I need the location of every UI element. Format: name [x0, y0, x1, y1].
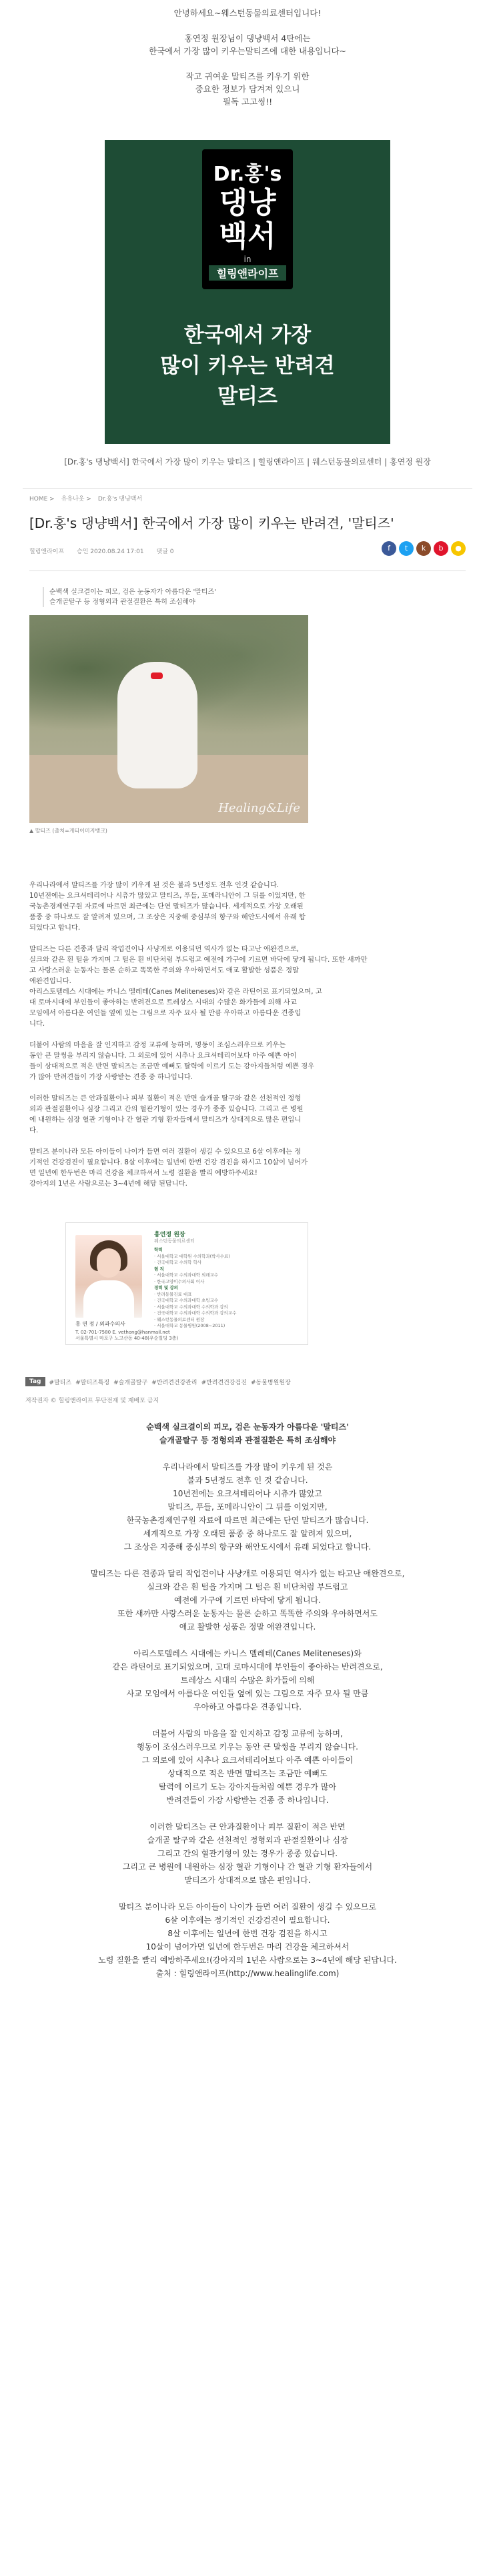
outro-line: 탈력에 이르기 도는 강아지들처럼 예쁜 경우가 많아 — [158, 1782, 337, 1792]
body-line: 되었다고 합니다. — [29, 924, 81, 932]
article-title: [Dr.홍's 댕냥백서] 한국에서 가장 많이 키우는 반려견, '말티즈' — [29, 515, 394, 531]
banner-title-line2: 많이 키우는 반려견 — [160, 354, 335, 378]
outro-line — [0, 1714, 495, 1727]
maltese-dog — [117, 662, 197, 788]
tag-link[interactable]: #반려견건강검진 — [201, 1379, 247, 1386]
outro-line: 반려견들이 가장 사랑받는 견종 중 하나입니다. — [166, 1796, 329, 1805]
banner-title-line3: 말티즈 — [217, 385, 278, 409]
profile-details — [154, 1247, 301, 1330]
profile-item: · 서울대학교 수의과대학 외래교수 — [154, 1272, 219, 1278]
divider — [23, 488, 472, 489]
profile-footer-contact — [75, 1330, 178, 1342]
kakaostory-share-icon[interactable]: k — [416, 541, 431, 556]
portrait-face — [97, 1248, 121, 1278]
body-paragraph — [29, 880, 466, 933]
body-line: 에 내원하는 심장 혈관 기형이나 간 혈관 기형 환자들에서 말티즈가 상대적으로 많은 편입니 — [29, 1116, 302, 1124]
outro-line: 같은 라틴어로 표기되었으며, 고대 로마시대에 부인들이 좋아하는 반려견으로, — [112, 1662, 383, 1672]
tag-link[interactable]: #반려견건강관리 — [151, 1379, 197, 1386]
tag-link[interactable]: #동물병원원장 — [250, 1379, 291, 1386]
publish-date: 승인 2020.08.24 17:01 — [77, 549, 144, 555]
article-meta — [29, 544, 466, 567]
outro-line: 말티즈 분이나라 모든 아이들이 나이가 들면 여러 질환이 생길 수 있으므로 — [119, 1902, 376, 1912]
profile-item: · 서울대학교 대학원 수의학과(박사수료) — [154, 1253, 230, 1259]
body-line: 국농촌경제연구원 자료에 따르면 최근에는 단연 말티즈가 많습니다. 세계적으로 가장 오래된 — [29, 902, 304, 910]
profile-item: · 한국고양이수의사회 이사 — [154, 1278, 205, 1284]
profile-name: 홍연정 원장 — [154, 1232, 185, 1238]
intro-line — [0, 19, 495, 32]
logo-line1: Dr.홍's — [213, 163, 282, 186]
profile-item: · 건국대학교 수의과대학 수의학과 강의교수 — [154, 1310, 237, 1316]
body-line: 외과 관절질환이나 심장 그리고 간의 혈관기형이 있는 경우가 종종 있습니다. 그리고 큰 병원 — [29, 1105, 304, 1113]
body-paragraph — [29, 1146, 466, 1189]
outro-line: 슬개골 탈구와 같은 선천적인 정형외과 관절질환이나 심장 — [147, 1836, 348, 1845]
body-line: 품종 중 하나로도 잘 알려져 있으며, 그 조상은 지중해 중심부의 항구와 해안도시에서 유래 합 — [29, 913, 306, 921]
logo-line3: 백서 — [219, 219, 276, 253]
tag-link[interactable]: #슬개골탈구 — [113, 1379, 148, 1386]
body-paragraph — [29, 1093, 466, 1136]
outro-line: 순백색 실크결이의 피모, 검은 눈동자가 아름다운 '말티즈' — [146, 1422, 349, 1432]
breadcrumb-item[interactable]: Dr.홍's 댕냥백서 — [97, 496, 143, 503]
outro-line: 노령 질환을 빨리 예방하주세요!(강아지의 1년은 사람으로는 3~4년에 해당 된답니다. — [98, 1955, 397, 1965]
intro-line: 작고 귀여운 말티즈를 키우기 위한 — [185, 71, 310, 81]
body-line: 강아지의 1년은 사람으로는 3~4년에 해당 된답니다. — [29, 1180, 187, 1188]
outro-line: 사교 모임에서 아름다운 여인들 옆에 있는 그림으로 자주 묘사 될 만큼 — [126, 1689, 369, 1698]
tag-list — [25, 1377, 495, 1386]
author-profile-card — [65, 1222, 308, 1345]
outro-line: 이러한 말티즈는 큰 안과질환이나 피부 질환이 적은 반면 — [149, 1822, 346, 1832]
portrait-coat — [83, 1280, 134, 1318]
outro-line: 출처 : 힐링앤라이프(http://www.healinglife.com) — [155, 1969, 340, 1978]
body-line: 더불어 사람의 마음을 잘 인지하고 감정 교류에 능하며, 명동이 조심스러우므로 키우는 — [29, 1041, 286, 1049]
body-line: 니다. — [29, 1020, 45, 1028]
body-line: 우리나라에서 말티즈를 가장 많이 키우게 된 것은 불과 5년정도 전후 인것 같습니다. — [29, 881, 280, 889]
outro-line: 애교 활발한 성품은 정말 애완견입니다. — [179, 1622, 316, 1632]
outro-line — [0, 1887, 495, 1900]
article-summary — [43, 587, 495, 607]
body-line: 10년전에는 요크셔테리어나 시츄가 많았고 말티즈, 푸들, 포메라니안이 그 뒤를 이었지만, 한 — [29, 892, 306, 900]
outro-line: 행동이 조심스러우므로 키우는 동안 큰 말썽을 부리지 않습니다. — [137, 1742, 358, 1752]
body-line: 기적인 건강검진이 필요합니다. 8살 이후에는 일년에 한번 건강 검진을 하시고 10살이 넘어가 — [29, 1158, 308, 1166]
tag-link[interactable]: #말티즈 — [49, 1379, 72, 1386]
outro-line: 슬개골탈구 등 정형외과 관절질환은 특히 조심해야 — [159, 1436, 336, 1445]
body-line: 면 일년에 한두번은 마리 건강을 체크하셔서 노령 질환을 빨리 예방하주세요! — [29, 1169, 258, 1177]
intro-line — [0, 57, 495, 70]
outro-line: 예전에 가구에 기르면 바닥에 닿게 됩니다. — [174, 1596, 321, 1605]
outro-line: 상대적으로 적은 반면 말티즈는 조금만 예뻐도 — [167, 1769, 328, 1778]
body-line: 대 로마시대에 부인들이 좋아하는 반려견으로 트레상스 시대의 수많은 화가들에 의해 사교 — [29, 998, 297, 1006]
outro-line: 한국농촌경제연구원 자료에 따르면 최근에는 단연 말티즈가 많습니다. — [126, 1516, 369, 1525]
profile-section-heading: 현 직 — [154, 1266, 164, 1272]
body-line: 실크와 같은 흰 털을 가지며 그 털은 흰 비단처럼 부드럽고 예전에 가구에 기르면 바닥에 닿게 됩니다. 또한 새까만 — [29, 956, 368, 964]
summary-line: 순백색 실크결이는 피모, 검은 눈동자가 아름다운 '말티즈' — [49, 589, 216, 596]
logo-brand: 힐링앤라이프 — [209, 265, 286, 281]
profile-address: 서울특별시 마포구 노고산동 40-48(우순빌딩 3층) — [75, 1336, 179, 1341]
banner-image — [105, 140, 390, 444]
intro-block — [0, 0, 495, 108]
photo-watermark: Healing&Life — [218, 801, 300, 815]
body-line: 들이 상대적으로 적은 반면 말티즈는 조금만 예뻐도 탈력에 이르기 도는 강아지들처럼 예쁜 경우 — [29, 1062, 315, 1070]
tag-label: Tag — [25, 1377, 45, 1386]
outro-line: 아리스토텔레스 시대에는 카니스 멜레테(Canes Meliteneses)와 — [133, 1649, 362, 1658]
profile-item: · 건국대학교 수의학 학사 — [154, 1260, 202, 1265]
outro-line: 더불어 사람의 마음을 잘 인지하고 감정 교류에 능하며, — [152, 1729, 343, 1738]
body-line: 말티즈는 다른 견종과 달리 작업견이나 사냥개로 이용되던 역사가 없는 타고난 애완견으로, — [29, 945, 300, 953]
body-line: 말티즈 분이나라 모든 아이들이 나이가 들면 여러 질환이 생길 수 있으므로 6살 이후에는 정 — [29, 1148, 302, 1156]
photo-caption: ▲ 말티즈 (출처=게티이미지뱅크) — [29, 828, 107, 834]
kakaotalk-share-icon[interactable]: ● — [451, 541, 466, 556]
share-buttons — [382, 541, 466, 556]
outro-line — [0, 1807, 495, 1820]
banner-title — [105, 320, 390, 412]
body-line: 동안 큰 말썽을 부리지 않습니다. 그 외로에 있어 시추나 요크셔테리어보다 아주 예쁜 아이 — [29, 1052, 297, 1060]
outro-line: 실크와 같은 흰 털을 가지며 그 털은 흰 비단처럼 부드럽고 — [147, 1582, 348, 1592]
outro-line: 세계적으로 가장 오래된 품종 중 하나로도 잘 알려져 있으며, — [143, 1529, 352, 1538]
intro-line: 중요한 정보가 담겨져 있으니 — [195, 84, 300, 94]
outro-line: 또한 새까만 사랑스러운 눈동자는 물론 순하고 똑똑한 주의와 우아하면서도 — [117, 1609, 378, 1618]
profile-section-heading: 경력 및 강의 — [154, 1285, 178, 1290]
profile-contact: T. 02-701-7580 E. vethong@hanmail.net — [75, 1330, 170, 1335]
summary-line: 슬개골탈구 등 정형외과 관절질환은 특히 조심해야 — [49, 599, 195, 606]
profile-item: · 서울대학교 동물병원(2008~2011) — [154, 1323, 225, 1328]
body-line: 다. — [29, 1126, 39, 1134]
breadcrumb-item[interactable]: HOME > — [29, 496, 55, 503]
logo-in: in — [243, 255, 252, 264]
maltese-photo — [29, 615, 308, 823]
comment-count[interactable]: 댓글 0 — [156, 549, 174, 555]
profile-footer-name: 홍 연 정 / 외과수의사 — [75, 1321, 125, 1327]
breadcrumb — [29, 494, 466, 503]
twitter-share-icon[interactable]: t — [399, 541, 414, 556]
tag-link[interactable]: #말티즈특징 — [75, 1379, 110, 1386]
logo-line2: 댕냥 — [219, 186, 276, 220]
outro-line: 우리나라에서 말티즈를 가장 많이 키우게 된 것은 — [162, 1462, 333, 1472]
profile-item: · 반려동물진료 대표 — [154, 1291, 192, 1297]
intro-line: 필독 고고씽!! — [222, 97, 273, 107]
outro-line: 10년전에는 요크셔테리어나 시츄가 많았고 — [173, 1489, 322, 1498]
outro-line: 말티즈가 상대적으로 많은 편입니다. — [184, 1876, 311, 1885]
copyright-notice: 저작권자 © 힐링앤라이프 무단전재 및 재배포 금지 — [25, 1398, 159, 1404]
outro-block — [0, 1420, 495, 1980]
breadcrumb-item[interactable]: 유유나웃 > — [61, 496, 91, 503]
facebook-share-icon[interactable]: f — [382, 541, 396, 556]
outro-line: 그 외로에 있어 시추나 요크셔테리어보다 아주 예쁜 아이들이 — [141, 1756, 354, 1765]
band-share-icon[interactable]: b — [434, 541, 448, 556]
outro-line: 말티즈, 푸들, 포메라니안이 그 뒤를 이었지만, — [167, 1502, 328, 1512]
banner-top — [105, 140, 390, 317]
body-line: 고 사랑스러운 눈동자는 물론 순하고 똑똑한 주의와 우아하면서도 애교 활발한 성품은 정말 — [29, 966, 300, 974]
profile-item: · 건국대학교 수의과대학 초빙교수 — [154, 1298, 219, 1303]
author-portrait — [75, 1235, 142, 1318]
outro-line: 말티즈는 다른 견종과 달리 작업견이나 사냥개로 이용되던 역사가 없는 타고난 애완견으로, — [90, 1569, 405, 1578]
outro-line — [0, 1634, 495, 1647]
outro-line: 8살 이후에는 일년에 한번 건강 검진을 하시고 — [167, 1929, 328, 1938]
profile-org: 웨스턴동물의료센터 — [154, 1238, 195, 1244]
red-bow — [151, 672, 163, 679]
body-line: 가 많아 반려견들이 가장 사랑받는 견종 중 하나입니다. — [29, 1073, 193, 1081]
outro-line: 우아하고 아름다운 견종입니다. — [193, 1702, 302, 1712]
profile-section-heading: 학력 — [154, 1247, 163, 1252]
outro-line: 그 조상은 지중해 중심부의 항구와 해안도시에서 유래 되었다고 합니다. — [123, 1542, 372, 1552]
author[interactable]: 힐링앤라이프 — [29, 549, 65, 555]
banner-title-line1: 한국에서 가장 — [183, 323, 312, 347]
body-line: 이러한 말티즈는 큰 안과질환이나 피부 질환이 적은 반면 슬개골 탈구와 같은 선천적인 정형 — [29, 1094, 302, 1102]
image-caption: [Dr.홍's 댕냥백서] 한국에서 가장 많이 키우는 말티즈 | 힐링앤라이프 | 웨스턴동물의료센터 | 홍연정 원장 — [64, 457, 431, 467]
outro-line: 6살 이후에는 정기적인 건강검진이 필요합니다. — [165, 1916, 330, 1925]
outro-line: 그리고 큰 병원에 내원하는 심장 혈관 기형이나 간 혈관 기형 환자들에서 — [122, 1862, 373, 1872]
body-line: 아리스토텔레스 시대에는 카니스 멜레테(Canes Meliteneses)와 같은 라틴어로 표기되었으며, 고 — [29, 988, 322, 996]
outro-line: 트레상스 시대의 수많은 화가들에 의해 — [180, 1676, 315, 1685]
outro-line: 10살이 넘어가면 일년에 한두번은 마리 건강을 체크하셔서 — [145, 1942, 350, 1951]
intro-line: 한국에서 가장 많이 키우는말티즈에 대한 내용입니다~ — [149, 46, 346, 56]
profile-item: · 웨스턴동물의료센터 원장 — [154, 1316, 205, 1322]
body-line: 애완견입니다. — [29, 977, 71, 985]
article-body — [29, 880, 466, 1189]
body-line: 모임에서 아름다운 여인들 옆에 있는 그림으로 자주 묘사 될 만큼 우아하고 아름다운 견종입 — [29, 1009, 302, 1017]
profile-item: · 서울대학교 수의과대학 수의학과 강의 — [154, 1304, 228, 1310]
column-logo — [202, 149, 293, 289]
body-paragraph — [29, 1040, 466, 1082]
outro-line: 그리고 간의 혈관기형이 있는 경우가 종종 있습니다. — [157, 1849, 338, 1858]
outro-line — [0, 1554, 495, 1567]
intro-line: 안녕하세요~웨스턴동물의료센터입니다! — [173, 8, 322, 18]
intro-line: 홍연정 원장님이 댕냥백서 4탄에는 — [184, 33, 311, 43]
outro-line — [0, 1447, 495, 1460]
outro-line: 불과 5년정도 전후 인 것 같습니다. — [187, 1476, 308, 1485]
body-paragraph — [29, 944, 466, 1029]
